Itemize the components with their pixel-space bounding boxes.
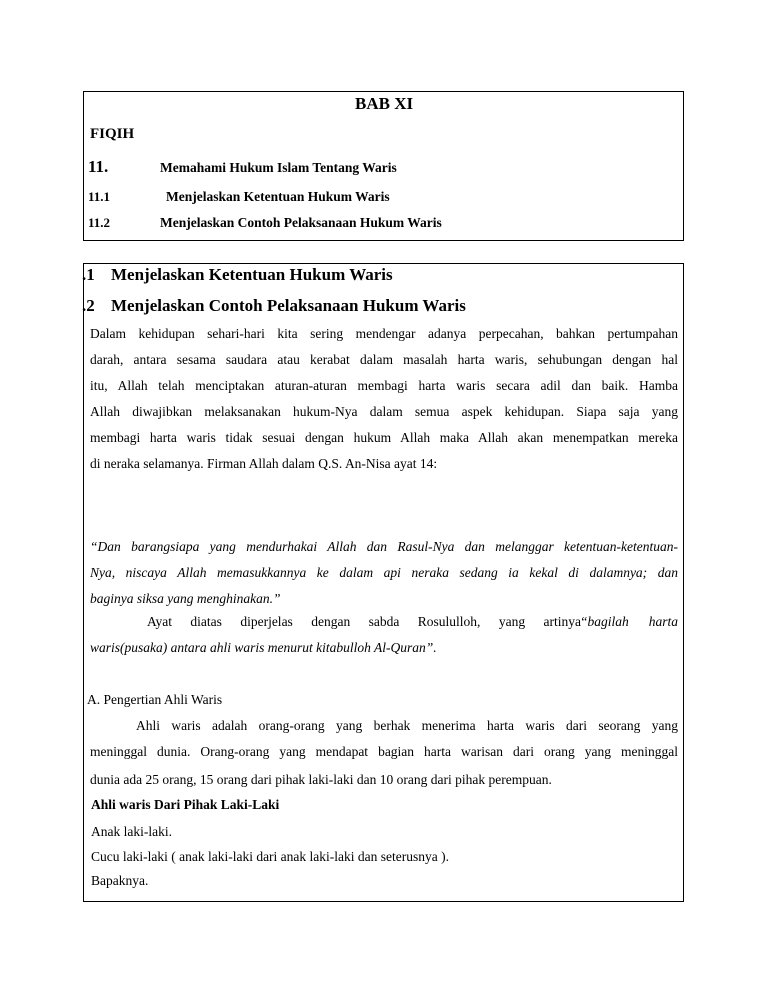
ayat-quote-start: “bagilah harta — [580, 614, 678, 629]
heading-2-title: Menjelaskan Contoh Pelaksanaan Hukum Waris — [111, 296, 466, 315]
intro-line: membagi harta waris tidak sesuai dengan hukum Allah maka Allah akan menempatkan mereka — [90, 430, 678, 445]
indicator-number-1: 11.1 — [88, 189, 111, 204]
list-item: Cucu laki-laki ( anak laki-laki dari anak laki-laki dan seterusnya ). — [91, 849, 449, 864]
ayat-quote-end: waris(pusaka) antara ahli waris menurut kitabulloh Al-Quran”. — [90, 640, 437, 655]
intro-line: di neraka selamanya. Firman Allah dalam Q.S. An-Nisa ayat 14: — [90, 456, 438, 471]
heading-1-number: .1 — [82, 265, 95, 284]
intro-line: Allah diwajibkan melaksanakan hukum-Nya dalam semua aspek kehidupan. Siapa saja yang — [90, 404, 678, 419]
quran-quote — [90, 534, 678, 612]
kd-title: Memahami Hukum Islam Tentang Waris — [160, 160, 397, 175]
section-a-line: Ahli waris adalah orang-orang yang berhak menerima harta waris dari seorang yang — [136, 718, 678, 733]
section-a-line: meninggal dunia. Orang-orang yang mendapat bagian harta warisan dari orang yang meninggal — [90, 744, 678, 759]
chapter-title: BAB XI — [355, 94, 414, 113]
quote-line: “Dan barangsiapa yang mendurhakai Allah dan Rasul-Nya dan melanggar ketentuan-ketentuan- — [90, 539, 678, 554]
quote-line: Nya, niscaya Allah memasukkannya ke dalam api neraka sedang ia kekal di dalamnya; dan — [90, 565, 678, 580]
indicator-number-2: 11.2 — [88, 215, 111, 230]
heading-1-title: Menjelaskan Ketentuan Hukum Waris — [111, 265, 393, 284]
section-a-title: A. Pengertian Ahli Waris — [87, 692, 223, 707]
list-item: Bapaknya. — [91, 873, 149, 888]
heading-2-number: .2 — [82, 296, 95, 315]
quote-line: baginya siksa yang menghinakan.” — [90, 591, 281, 606]
intro-line: darah, antara sesama saudara atau kerabat dalam masalah harta waris, sehubungan dengan hal — [90, 352, 678, 367]
subject-label: FIQIH — [90, 126, 135, 142]
indicator-title-1: Menjelaskan Ketentuan Hukum Waris — [166, 189, 390, 204]
intro-line: itu, Allah telah menciptakan aturan-aturan membagi harta waris secara adil dan baik. Hamba — [90, 378, 678, 393]
list-item: Anak laki-laki. — [91, 824, 172, 839]
ayat-text: Ayat diatas diperjelas dengan sabda Rosululloh, yang artinya — [147, 614, 581, 629]
section-a-line: dunia ada 25 orang, 15 orang dari pihak laki-laki dan 10 orang dari pihak perempuan. — [90, 772, 552, 787]
intro-paragraph — [90, 321, 678, 477]
heirs-male-heading: Ahli waris Dari Pihak Laki-Laki — [91, 797, 280, 812]
kd-number: 11. — [88, 157, 109, 176]
intro-line: Dalam kehidupan sehari-hari kita sering mendengar adanya perpecahan, bahkan pertumpahan — [90, 326, 678, 341]
indicator-title-2: Menjelaskan Contoh Pelaksanaan Hukum Waris — [160, 215, 442, 230]
